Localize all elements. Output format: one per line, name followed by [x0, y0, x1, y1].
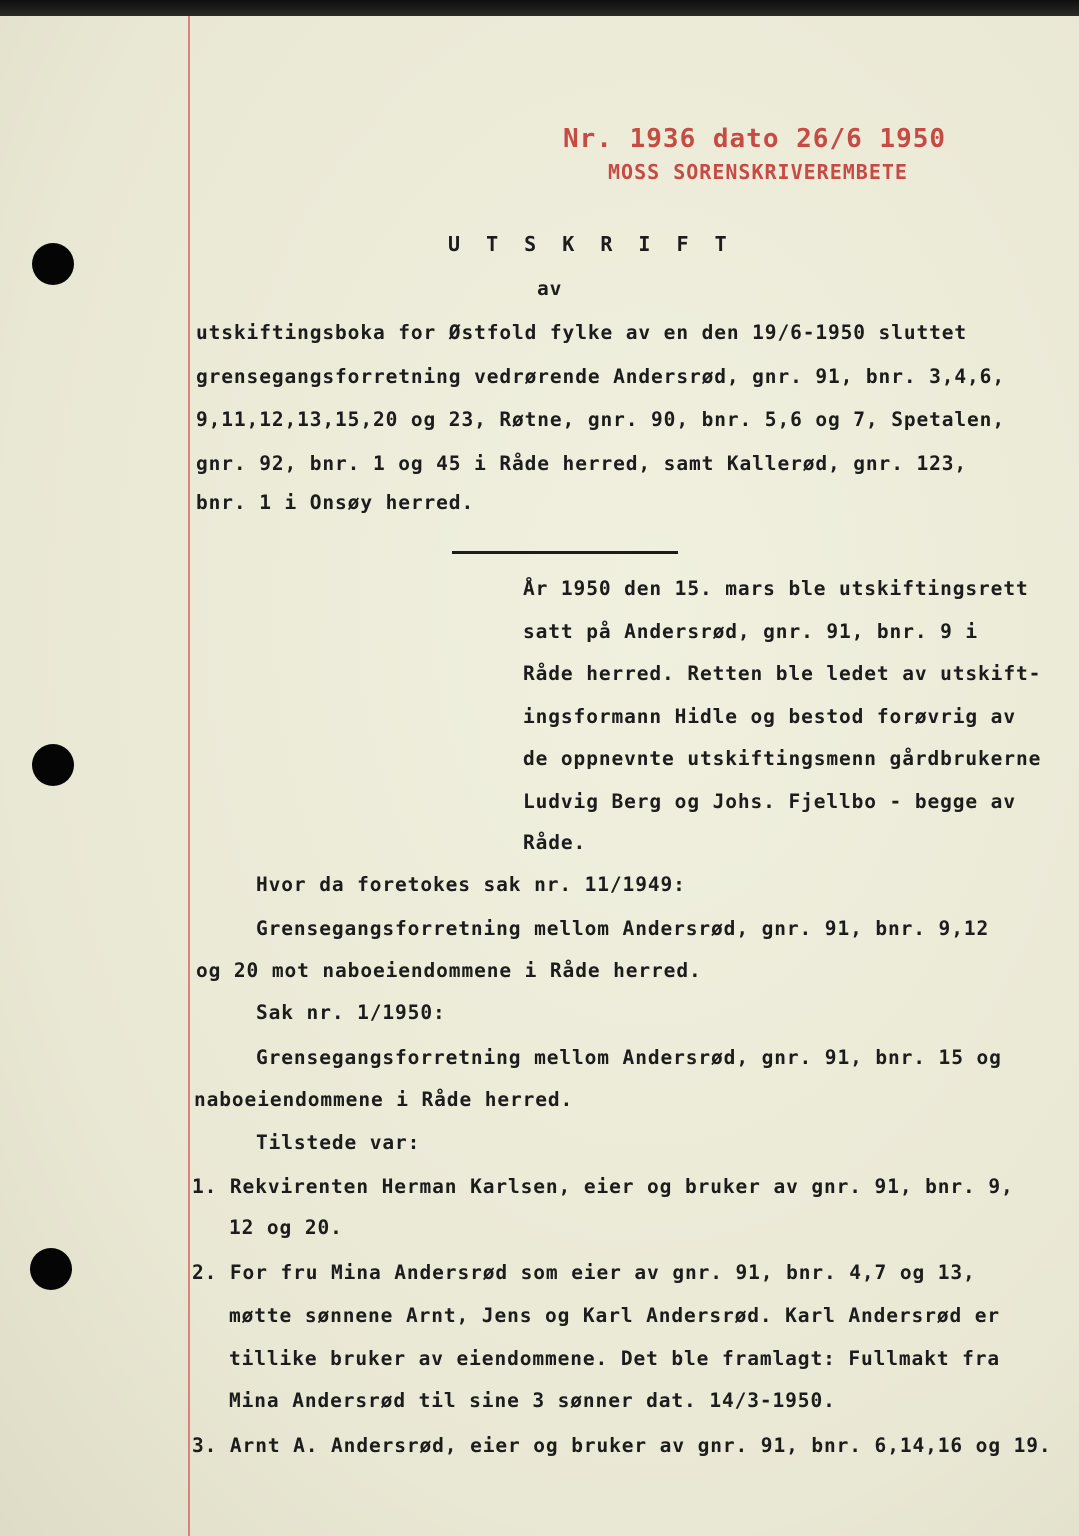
attendee-line: 12 og 20. [229, 1216, 343, 1239]
court-line: de oppnevnte utskiftingsmenn gårdbrukerne [523, 747, 1042, 770]
stamp-office: MOSS SORENSKRIVEREMBETE [608, 160, 908, 184]
court-line: Råde herred. Retten ble ledet av utskift- [523, 662, 1042, 685]
court-line: satt på Andersrød, gnr. 91, bnr. 9 i [523, 620, 979, 643]
court-line: Råde. [523, 831, 587, 854]
intro-line: utskiftingsboka for Østfold fylke av en den 19/6-1950 sluttet [196, 321, 968, 344]
case-line: naboeiendommene i Råde herred. [194, 1088, 574, 1111]
attendee-line: møtte sønnene Arnt, Jens og Karl Andersrød. Karl Andersrød er [229, 1304, 1001, 1327]
court-line: År 1950 den 15. mars ble utskiftingsrett [523, 577, 1029, 600]
document-title: U T S K R I F T [448, 232, 734, 256]
attendee-line: 1. Rekvirenten Herman Karlsen, eier og bruker av gnr. 91, bnr. 9, [192, 1175, 1014, 1198]
punch-hole [32, 243, 74, 285]
punch-hole [32, 744, 74, 786]
case-line: og 20 mot naboeiendommene i Råde herred. [196, 959, 702, 982]
case-line: Tilstede var: [256, 1131, 421, 1154]
margin-line [188, 16, 190, 1536]
attendee-line: 2. For fru Mina Andersrød som eier av gnr. 91, bnr. 4,7 og 13, [192, 1261, 976, 1284]
court-line: ingsformann Hidle og bestod forøvrig av [523, 705, 1016, 728]
document-subtitle: av [537, 277, 563, 300]
intro-line: bnr. 1 i Onsøy herred. [196, 491, 475, 514]
case-line: Grensegangsforretning mellom Andersrød, gnr. 91, bnr. 9,12 [256, 917, 990, 940]
scan-top-edge [0, 0, 1079, 16]
court-line: Ludvig Berg og Johs. Fjellbo - begge av [523, 790, 1016, 813]
attendee-line: 3. Arnt A. Andersrød, eier og bruker av gnr. 91, bnr. 6,14,16 og 19. [192, 1434, 1052, 1457]
case-line: Hvor da foretokes sak nr. 11/1949: [256, 873, 686, 896]
attendee-line: Mina Andersrød til sine 3 sønner dat. 14/3-1950. [229, 1389, 836, 1412]
case-line: Sak nr. 1/1950: [256, 1001, 446, 1024]
intro-line: 9,11,12,13,15,20 og 23, Røtne, gnr. 90, bnr. 5,6 og 7, Spetalen, [196, 408, 1005, 431]
stamp-reference: Nr. 1936 dato 26/6 1950 [563, 124, 947, 154]
intro-line: gnr. 92, bnr. 1 og 45 i Råde herred, samt Kallerød, gnr. 123, [196, 452, 968, 475]
punch-hole [30, 1248, 72, 1290]
attendee-line: tillike bruker av eiendommene. Det ble framlagt: Fullmakt fra [229, 1347, 1001, 1370]
intro-line: grensegangsforretning vedrørende Andersrød, gnr. 91, bnr. 3,4,6, [196, 365, 1005, 388]
case-line: Grensegangsforretning mellom Andersrød, gnr. 91, bnr. 15 og [256, 1046, 1002, 1069]
divider-rule [452, 551, 678, 554]
